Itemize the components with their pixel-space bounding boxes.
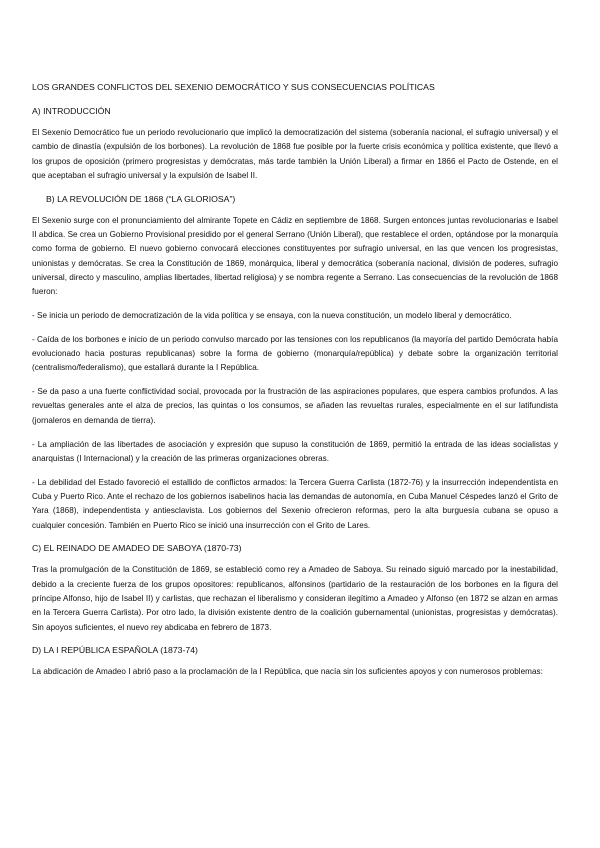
document-content <box>32 81 558 689</box>
bullet-paragraph: - La debilidad del Estado favoreció el estallido de conflictos armados: la Tercera Guerra Carlista (1872-76) y la insurrección independentista en Cuba y Puerto Rico. Ante el rechazo de los gobiernos isabelinos hacia las demandas de autonomía, en Cuba Manuel Céspedes lanzó el Grito de Yara (1868), independentista y antiesclavista. Los gobiernos del Sexenio ofrecieron reformas, pero la alta burguesía cubana se opuso a cualquier concesión. También en Puerto Rico se inició una insurrección con el Grito de Lares. <box>32 477 558 530</box>
bullet-paragraph: - La ampliación de las libertades de asociación y expresión que supuso la constitución de 1869, permitió la entrada de las ideas socialistas y anarquistas (I Internacional) y la creación de las primeras organizaciones obreras. <box>32 439 558 463</box>
paragraph: El Sexenio surge con el pronunciamiento del almirante Topete en Cádiz en septiembre de 1868. Surgen entonces juntas revolucionarias e Isabel II abdica. Se crea un Gobierno Provisional presidido por el general Serrano (Unión Liberal), que restablece el orden, optándose por la monarquía como forma de gobierno. El nuevo gobierno convocará elecciones constituyentes por sufragio universal, en las que vencen los progresistas, unionistas y demócratas. Se crea la Constitución de 1869, monárquica, liberal y democrática (soberanía nacional, división de poderes, sufragio universal, directo y masculino, amplias libertades, libertad religiosa) y se nombra regente a Serrano. Las consecuencias de la revolución de 1868 fueron: <box>32 215 558 297</box>
bullet-paragraph: - Se inicia un periodo de democratización de la vida política y se ensaya, con la nueva constitución, un modelo liberal y democrático. <box>32 310 512 320</box>
paragraph: Tras la promulgación de la Constitución de 1869, se estableció como rey a Amadeo de Saboya. Su reinado siguió marcado por la inestabilidad, debido a la creciente fuerza de los grupos opositores: republicanos, alfonsinos (partidario de la restauración de los borbones en la figura del príncipe Alfonso, hijo de Isabel II) y carlistas, que rechazan el liberalismo y consideran ilegítimo a Amadeo y Alfonso (en 1872 se alzan en armas en la Tercera Guerra Carlista). Por otro lado, la división existente dentro de la coalición gubernamental (unionistas, progresistas y demócratas). Sin apoyos suficientes, el nuevo rey abdicaba en febrero de 1873. <box>32 565 558 632</box>
document-title: LOS GRANDES CONFLICTOS DEL SEXENIO DEMOCRÁTICO Y SUS CONSECUENCIAS POLÍTICAS <box>32 82 435 92</box>
section-heading-revolucion-1868: B) LA REVOLUCIÓN DE 1868 (“LA GLORIOSA”) <box>46 193 236 204</box>
bullet-paragraph: - Se da paso a una fuerte conflictividad social, provocada por la frustración de las aspiraciones populares, que espera cambios profundos. A las revueltas generales ante el alza de precios, las quintas o los consumos, se añaden las revueltas rurales, especialmente en el sur latifundista (jornaleros en demanda de tierra). <box>32 387 558 425</box>
section-heading-introduccion: A) INTRODUCCIÓN <box>32 106 111 116</box>
section-heading-primera-republica: D) LA I REPÚBLICA ESPAÑOLA (1873-74) <box>32 645 198 656</box>
paragraph: La abdicación de Amadeo I abrió paso a la proclamación de la I República, que nacía sin los suficientes apoyos y con numerosos problemas: <box>32 667 543 677</box>
paragraph: El Sexenio Democrático fue un periodo revolucionario que implicó la democratización del sistema (soberanía nacional, el sufragio universal) y el cambio de dinastía (expulsión de los borbones). La revolución de 1868 fue posible por la fuerte crisis económica y política existente, que llevó a los grupos de oposición (primero progresistas y demócratas, más tarde también la Unión Liberal) a firmar en 1866 el Pacto de Ostende, en el que aceptaban el sufragio universal y la expulsión de Isabel II. <box>32 128 558 180</box>
bullet-paragraph: - Caída de los borbones e inicio de un periodo convulso marcado por las tensiones con los republicanos (la mayoría del partido Demócrata había evolucionado hacia posturas republicanas) sobre la forma de gobierno (monarquía/república) y debate sobre la organización territorial (centralismo/federalismo), que estallará durante la I República. <box>32 334 558 373</box>
section-heading-reinado-amadeo: C) EL REINADO DE AMADEO DE SABOYA (1870-73) <box>32 543 242 554</box>
